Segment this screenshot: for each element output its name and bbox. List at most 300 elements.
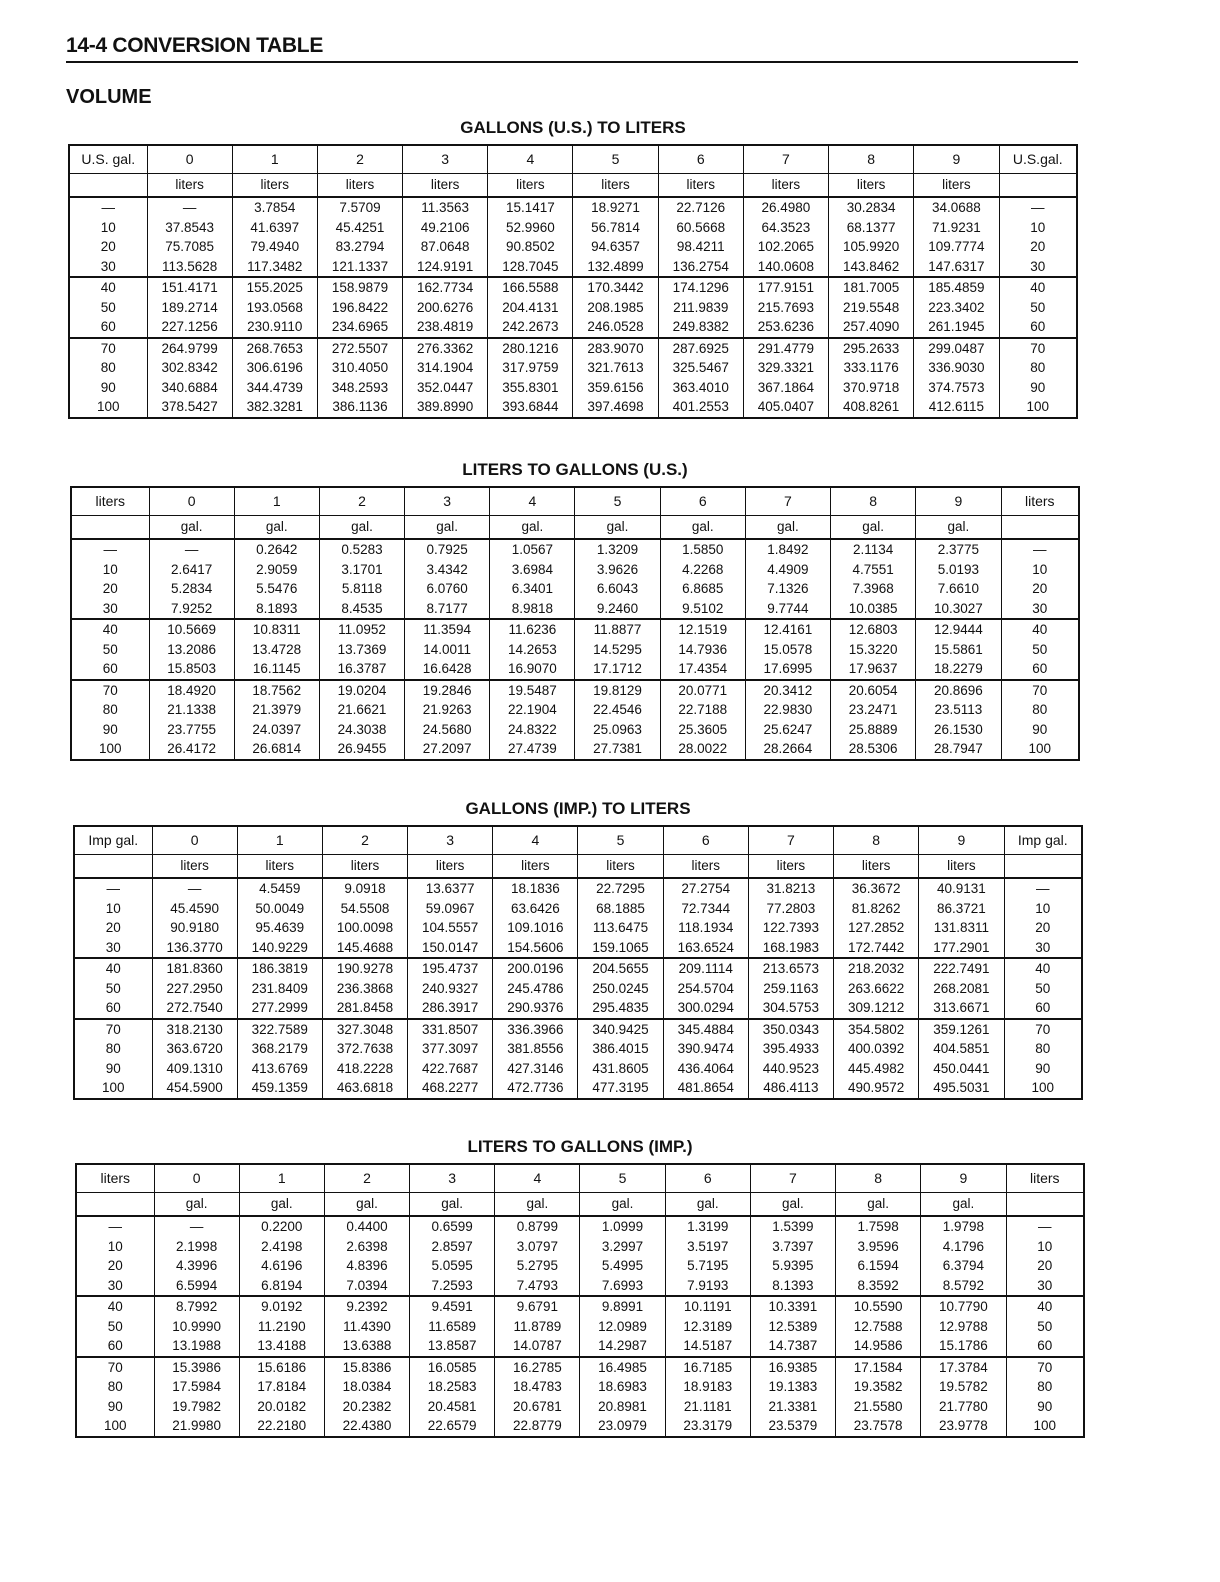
unit-label: liters	[403, 174, 488, 198]
table-cell: 2.9059	[234, 560, 319, 580]
table-cell: 16.9385	[750, 1357, 835, 1378]
table-cell: 11.6236	[490, 619, 575, 640]
table-cell: 45.4590	[152, 899, 237, 919]
table-row	[74, 918, 1082, 938]
table-cell: 409.1310	[152, 1059, 237, 1079]
unit-row	[69, 174, 1077, 198]
table-cell: 291.4779	[743, 338, 828, 359]
table-cell: 454.5900	[152, 1078, 237, 1099]
table-cell: 331.8507	[408, 1019, 493, 1040]
row-label: 90	[105, 1060, 121, 1076]
table-cell: 450.0441	[919, 1059, 1004, 1079]
table-cell: 6.6043	[575, 579, 660, 599]
table-cell: 186.3819	[237, 958, 322, 979]
table-cell: 9.5102	[660, 599, 745, 620]
unit-cell-blank	[1006, 1193, 1084, 1217]
table-cell: 3.7397	[750, 1237, 835, 1257]
table-cell: 249.8382	[658, 317, 743, 338]
row-label-right: 40	[1004, 958, 1082, 979]
unit-label: gal.	[921, 1193, 1006, 1217]
table-cell: 418.2228	[322, 1059, 407, 1079]
table-cell: 359.1261	[919, 1019, 1004, 1040]
table-cell: 370.9718	[829, 378, 914, 398]
table-cell: 64.3523	[743, 218, 828, 238]
table-cell: 10.8311	[234, 619, 319, 640]
table-cell: 121.1337	[317, 257, 402, 278]
table-cell: 340.6884	[147, 378, 232, 398]
table-cell: 128.7045	[488, 257, 573, 278]
row-label: 20	[102, 581, 118, 596]
table-cell: 7.6993	[580, 1276, 665, 1297]
column-header: 7	[750, 1164, 835, 1193]
row-label: 70	[74, 1019, 152, 1040]
table-cell: 23.7578	[836, 1416, 921, 1437]
table-row	[74, 979, 1082, 999]
table-cell: 242.2673	[488, 317, 573, 338]
table-cell: 404.5851	[919, 1039, 1004, 1059]
table-cell: 5.2795	[495, 1256, 580, 1276]
table-cell: 24.5680	[405, 720, 490, 740]
table-cell: 283.9070	[573, 338, 658, 359]
table-cell: 6.3401	[490, 579, 575, 599]
table-cell: 313.6671	[919, 998, 1004, 1019]
table-cell: 25.8889	[831, 720, 916, 740]
row-label-right: 80	[1001, 700, 1079, 720]
table-cell: 422.7687	[408, 1059, 493, 1079]
table-cell: 367.1864	[743, 378, 828, 398]
column-header: 9	[919, 826, 1004, 855]
table-cell: 314.1904	[403, 358, 488, 378]
table-cell: 11.4390	[324, 1317, 409, 1337]
table-cell: 20.8696	[916, 680, 1001, 701]
table-cell: 263.6622	[834, 979, 919, 999]
table-cell: 50.0049	[237, 899, 322, 919]
table-cell: 15.1417	[488, 197, 573, 218]
table-cell: 218.2032	[834, 958, 919, 979]
table-row	[76, 1256, 1084, 1276]
table-cell: 19.3582	[836, 1377, 921, 1397]
table-row	[76, 1317, 1084, 1337]
row-label: —	[106, 881, 120, 896]
table-cell: 2.4198	[239, 1237, 324, 1257]
column-header: 0	[147, 145, 232, 174]
row-label: 40	[76, 1296, 154, 1317]
row-label-right: 30	[1004, 938, 1082, 959]
table-row	[76, 1216, 1084, 1237]
table-cell: 16.2785	[495, 1357, 580, 1378]
column-header: 7	[745, 487, 830, 516]
table-row	[69, 358, 1077, 378]
row-label: 10	[105, 900, 121, 916]
unit-cell-blank	[1001, 516, 1079, 540]
table-cell: 22.7188	[660, 700, 745, 720]
unit-cell-blank	[69, 174, 147, 198]
table-cell: 23.2471	[831, 700, 916, 720]
table-cell: 140.0608	[743, 257, 828, 278]
table-cell: 477.3195	[578, 1078, 663, 1099]
table-cell: 20.6781	[495, 1397, 580, 1417]
table-cell: 21.9263	[405, 700, 490, 720]
row-label-right: 10	[1001, 560, 1079, 580]
table-cell: 272.7540	[152, 998, 237, 1019]
table-row	[69, 197, 1077, 218]
table-cell: —	[149, 539, 234, 560]
row-label: 90	[107, 1398, 123, 1414]
table-cell: 68.1377	[829, 218, 914, 238]
column-header: 8	[836, 1164, 921, 1193]
table-cell: 86.3721	[919, 899, 1004, 919]
table-cell: 18.6983	[580, 1377, 665, 1397]
unit-label: liters	[152, 855, 237, 879]
table-cell: 15.3986	[154, 1357, 239, 1378]
row-label-header: U.S. gal.	[69, 145, 147, 174]
table-cell: 287.6925	[658, 338, 743, 359]
table-cell: 151.4171	[147, 277, 232, 298]
table-cell: 90.8502	[488, 237, 573, 257]
table-cell: 174.1296	[658, 277, 743, 298]
row-label: 60	[105, 1000, 121, 1015]
table-cell: 127.2852	[834, 918, 919, 938]
column-header: 3	[408, 826, 493, 855]
table-cell: 18.9271	[573, 197, 658, 218]
table-cell: 177.2901	[919, 938, 1004, 959]
column-header: 8	[829, 145, 914, 174]
table-cell: 22.8779	[495, 1416, 580, 1437]
table-block-liters-to-imp-gal	[75, 1137, 1085, 1438]
table-row	[69, 277, 1077, 298]
table-cell: 68.1885	[578, 899, 663, 919]
row-label-right: 80	[1006, 1377, 1084, 1397]
table-cell: 2.1134	[831, 539, 916, 560]
table-row	[71, 560, 1079, 580]
table-cell: 131.8311	[919, 918, 1004, 938]
table-cell: 481.8654	[663, 1078, 748, 1099]
table-cell: 90.9180	[152, 918, 237, 938]
table-cell: 413.6769	[237, 1059, 322, 1079]
section-title: VOLUME	[66, 86, 152, 108]
table-cell: 257.4090	[829, 317, 914, 338]
table-cell: 286.3917	[408, 998, 493, 1019]
table-cell: 23.5379	[750, 1416, 835, 1437]
table-cell: 389.8990	[403, 397, 488, 418]
table-row	[69, 317, 1077, 338]
table-cell: 25.3605	[660, 720, 745, 740]
unit-label: gal.	[750, 1193, 835, 1217]
table-cell: 5.5476	[234, 579, 319, 599]
table-cell: 3.2997	[580, 1237, 665, 1257]
table-cell: 12.4161	[745, 619, 830, 640]
row-label-right: —	[1006, 1216, 1084, 1237]
table-cell: 16.9070	[490, 659, 575, 680]
table-cell: 400.0392	[834, 1039, 919, 1059]
table-cell: 333.1176	[829, 358, 914, 378]
table-cell: 459.1359	[237, 1078, 322, 1099]
table-cell: 189.2714	[147, 298, 232, 318]
row-label: —	[103, 542, 117, 557]
column-header-row	[76, 1164, 1084, 1193]
table-cell: 405.0407	[743, 397, 828, 418]
table-cell: 168.1983	[748, 938, 833, 959]
table-cell: 170.3442	[573, 277, 658, 298]
table-cell: 348.2593	[317, 378, 402, 398]
table-cell: 109.7774	[914, 237, 999, 257]
table-cell: 20.0182	[239, 1397, 324, 1417]
table-cell: 15.5861	[916, 640, 1001, 660]
table-block-liters-to-us-gal	[70, 460, 1080, 761]
table-cell: 14.2653	[490, 640, 575, 660]
unit-label: gal.	[149, 516, 234, 540]
table-cell: 236.3868	[322, 979, 407, 999]
table-cell: 22.6579	[410, 1416, 495, 1437]
unit-label: liters	[834, 855, 919, 879]
table-cell: 26.1530	[916, 720, 1001, 740]
table-cell: 98.4211	[658, 237, 743, 257]
table-cell: 155.2025	[232, 277, 317, 298]
table-cell: 17.1712	[575, 659, 660, 680]
table-cell: 299.0487	[914, 338, 999, 359]
column-header: 3	[403, 145, 488, 174]
table-cell: 18.0384	[324, 1377, 409, 1397]
row-label-right: 80	[999, 358, 1077, 378]
table-row	[71, 700, 1079, 720]
column-header: 3	[405, 487, 490, 516]
table-cell: 15.8503	[149, 659, 234, 680]
column-header: 2	[324, 1164, 409, 1193]
row-label-right: 10	[999, 218, 1077, 238]
table-cell: 20.6054	[831, 680, 916, 701]
table-cell: 24.0397	[234, 720, 319, 740]
table-cell: 463.6818	[322, 1078, 407, 1099]
table-cell: 3.7854	[232, 197, 317, 218]
row-label-right: 70	[999, 338, 1077, 359]
table-cell: 9.0192	[239, 1296, 324, 1317]
table-row	[69, 338, 1077, 359]
table-cell: 310.4050	[317, 358, 402, 378]
table-block-us-gal-to-liters	[68, 118, 1078, 419]
table-cell: 18.1836	[493, 878, 578, 899]
table-cell: 8.7177	[405, 599, 490, 620]
table-cell: 215.7693	[743, 298, 828, 318]
row-label-right: —	[1001, 539, 1079, 560]
table-title: LITERS TO GALLONS (U.S.)	[462, 460, 688, 479]
table-cell: 71.9231	[914, 218, 999, 238]
table-cell: 196.8422	[317, 298, 402, 318]
table-cell: 472.7736	[493, 1078, 578, 1099]
table-cell: 7.4793	[495, 1276, 580, 1297]
row-label-header-right: liters	[1001, 487, 1079, 516]
table-cell: 17.5984	[154, 1377, 239, 1397]
table-cell: 386.4015	[578, 1039, 663, 1059]
table-cell: 1.0567	[490, 539, 575, 560]
table-cell: 374.7573	[914, 378, 999, 398]
row-label: 20	[100, 239, 116, 254]
row-label-header: liters	[76, 1164, 154, 1193]
table-cell: 9.2460	[575, 599, 660, 620]
table-cell: —	[152, 878, 237, 899]
table-cell: 200.0196	[493, 958, 578, 979]
table-cell: 117.3482	[232, 257, 317, 278]
table-cell: 309.1212	[834, 998, 919, 1019]
table-cell: 15.3220	[831, 640, 916, 660]
table-cell: 11.8789	[495, 1317, 580, 1337]
table-cell: 9.0918	[322, 878, 407, 899]
table-cell: 6.8194	[239, 1276, 324, 1297]
table-cell: 6.8685	[660, 579, 745, 599]
page-title: 14-4 CONVERSION TABLE	[66, 34, 1078, 63]
table-cell: 37.8543	[147, 218, 232, 238]
unit-label: gal.	[916, 516, 1001, 540]
table-cell: 204.5655	[578, 958, 663, 979]
table-cell: 21.3381	[750, 1397, 835, 1417]
column-header: 2	[317, 145, 402, 174]
table-cell: 8.5792	[921, 1276, 1006, 1297]
table-cell: 14.9586	[836, 1336, 921, 1357]
table-cell: 431.8605	[578, 1059, 663, 1079]
table-cell: 28.7947	[916, 739, 1001, 760]
row-label-right: 20	[1001, 579, 1079, 599]
table-cell: 1.5850	[660, 539, 745, 560]
table-cell: 4.7551	[831, 560, 916, 580]
column-header: 1	[237, 826, 322, 855]
table-row	[74, 938, 1082, 959]
table-block-imp-gal-to-liters	[73, 799, 1083, 1100]
table-cell: 26.9455	[319, 739, 404, 760]
column-header: 8	[834, 826, 919, 855]
conversion-table	[73, 825, 1083, 1100]
column-header: 6	[665, 1164, 750, 1193]
table-cell: 209.1114	[663, 958, 748, 979]
table-cell: 336.3966	[493, 1019, 578, 1040]
row-label-right: 50	[1004, 979, 1082, 999]
table-row	[74, 878, 1082, 899]
table-cell: 8.1393	[750, 1276, 835, 1297]
table-cell: 227.1256	[147, 317, 232, 338]
table-cell: 22.4380	[324, 1416, 409, 1437]
table-cell: 393.6844	[488, 397, 573, 418]
unit-row	[74, 855, 1082, 879]
row-label-right: 30	[1006, 1276, 1084, 1297]
column-header: 6	[660, 487, 745, 516]
table-cell: 295.2633	[829, 338, 914, 359]
row-label-right: 40	[1006, 1296, 1084, 1317]
table-cell: 253.6236	[743, 317, 828, 338]
table-cell: 6.5994	[154, 1276, 239, 1297]
table-cell: 231.8409	[237, 979, 322, 999]
table-cell: 382.3281	[232, 397, 317, 418]
row-label: 90	[100, 379, 116, 395]
table-cell: 16.3787	[319, 659, 404, 680]
table-cell: 329.3321	[743, 358, 828, 378]
row-label: 100	[98, 741, 122, 756]
table-cell: 8.4535	[319, 599, 404, 620]
row-label-right: 100	[999, 397, 1077, 418]
table-cell: 14.2987	[580, 1336, 665, 1357]
column-header: 0	[152, 826, 237, 855]
table-cell: 8.9818	[490, 599, 575, 620]
table-cell: 7.5709	[317, 197, 402, 218]
table-cell: 17.9637	[831, 659, 916, 680]
table-cell: 12.6803	[831, 619, 916, 640]
table-cell: 3.4342	[405, 560, 490, 580]
table-cell: 94.6357	[573, 237, 658, 257]
table-cell: 7.2593	[410, 1276, 495, 1297]
row-label: 10	[102, 561, 118, 577]
table-cell: 14.5295	[575, 640, 660, 660]
table-cell: 5.0595	[410, 1256, 495, 1276]
unit-label: liters	[914, 174, 999, 198]
row-label-right: 20	[999, 237, 1077, 257]
table-cell: 20.2382	[324, 1397, 409, 1417]
unit-label: gal.	[154, 1193, 239, 1217]
table-cell: 10.1191	[665, 1296, 750, 1317]
table-cell: 102.2065	[743, 237, 828, 257]
table-cell: 21.9980	[154, 1416, 239, 1437]
table-cell: 162.7734	[403, 277, 488, 298]
table-cell: 10.5669	[149, 619, 234, 640]
table-cell: 7.9193	[665, 1276, 750, 1297]
table-cell: 105.9920	[829, 237, 914, 257]
table-cell: 13.4728	[234, 640, 319, 660]
table-cell: 18.2583	[410, 1377, 495, 1397]
row-label: 70	[71, 680, 149, 701]
row-label: 80	[102, 702, 118, 717]
column-header-row	[69, 145, 1077, 174]
table-cell: 21.6621	[319, 700, 404, 720]
table-cell: 246.0528	[573, 317, 658, 338]
row-label-header: liters	[71, 487, 149, 516]
row-label-right: 50	[1006, 1317, 1084, 1337]
row-label-right: 20	[1006, 1256, 1084, 1276]
table-cell: 23.9778	[921, 1416, 1006, 1437]
table-cell: 14.7936	[660, 640, 745, 660]
table-cell: 4.8396	[324, 1256, 409, 1276]
table-row	[76, 1296, 1084, 1317]
table-cell: 28.2664	[745, 739, 830, 760]
table-row	[71, 720, 1079, 740]
table-cell: 100.0098	[322, 918, 407, 938]
row-label: 30	[105, 939, 121, 955]
table-cell: 340.9425	[578, 1019, 663, 1040]
table-cell: 5.4995	[580, 1256, 665, 1276]
table-cell: 15.0578	[745, 640, 830, 660]
table-cell: 132.4899	[573, 257, 658, 278]
row-label: 50	[102, 641, 118, 657]
unit-label: liters	[829, 174, 914, 198]
unit-label: gal.	[234, 516, 319, 540]
table-cell: 227.2950	[152, 979, 237, 999]
table-cell: 317.9759	[488, 358, 573, 378]
table-cell: 318.2130	[152, 1019, 237, 1040]
table-cell: 11.3594	[405, 619, 490, 640]
unit-label: liters	[147, 174, 232, 198]
column-header: 3	[410, 1164, 495, 1193]
row-label: 100	[103, 1418, 127, 1433]
column-header: 6	[658, 145, 743, 174]
table-cell: 5.2834	[149, 579, 234, 599]
table-cell: 490.9572	[834, 1078, 919, 1099]
table-row	[71, 579, 1079, 599]
table-cell: 213.6573	[748, 958, 833, 979]
row-label-right: 90	[1001, 720, 1079, 740]
table-cell: 295.4835	[578, 998, 663, 1019]
column-header: 5	[580, 1164, 665, 1193]
table-row	[76, 1357, 1084, 1378]
row-label: 60	[102, 661, 118, 676]
table-cell: 1.0999	[580, 1216, 665, 1237]
table-cell: 12.7588	[836, 1317, 921, 1337]
unit-label: gal.	[319, 516, 404, 540]
table-cell: 41.6397	[232, 218, 317, 238]
